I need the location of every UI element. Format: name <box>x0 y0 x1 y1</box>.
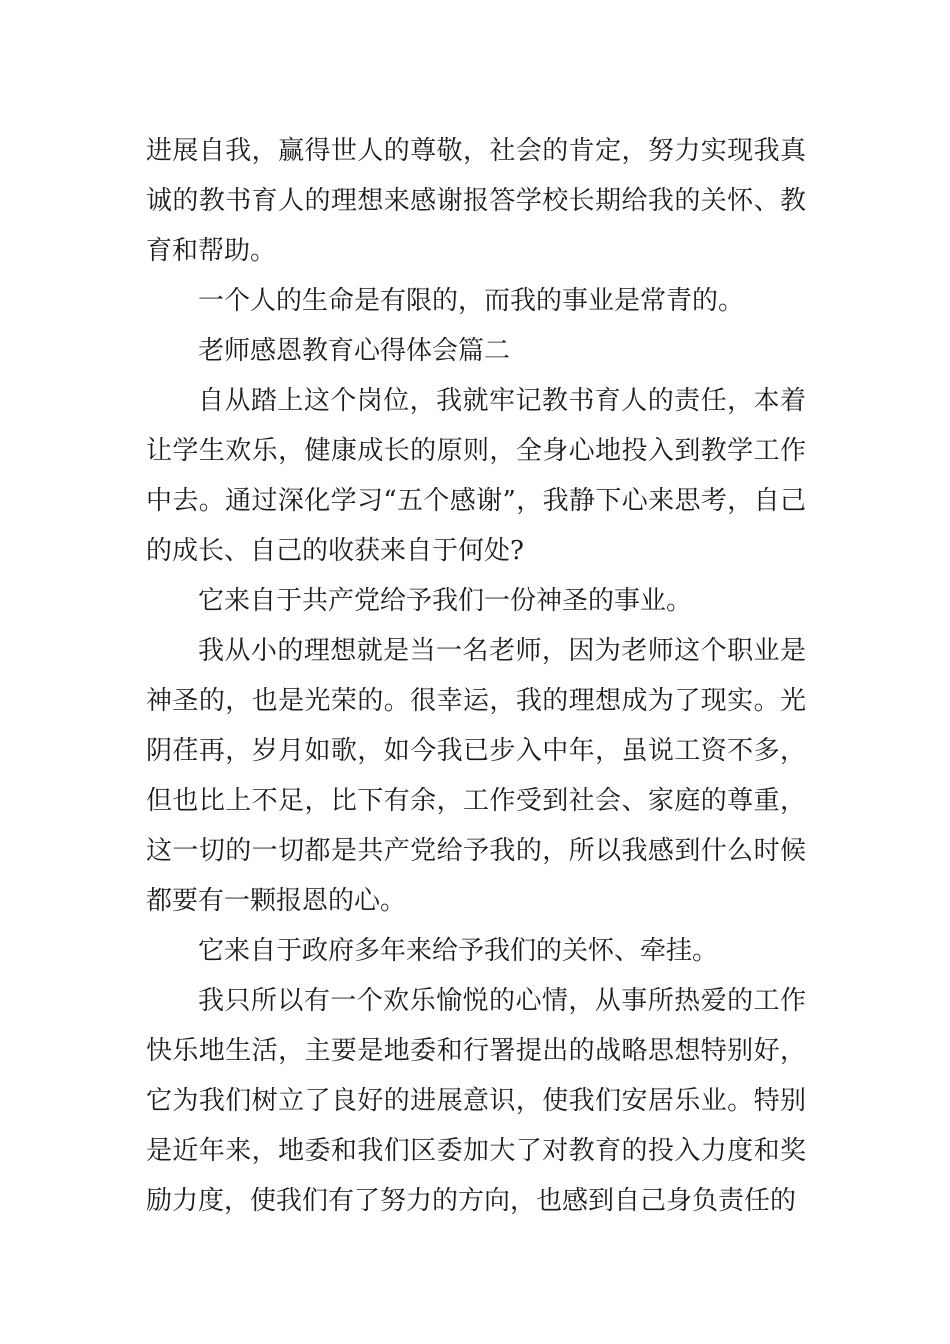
paragraph: 我只所以有一个欢乐愉悦的心情，从事所热爱的工作快乐地生活，主要是地委和行署提出的战略思想特别好，它为我们树立了良好的进展意识，使我们安居乐业。特别是近年来，地委和我们区委加大了对教育的投入力度和奖励力度，使我们有了努力的方向，也感到自己身负责任的 <box>146 986 806 1216</box>
paragraph-continuation: 进展自我，赢得世人的尊敬，社会的肯定，努力实现我真诚的教书育人的理想来感谢报答学校长期给我的关怀、教育和帮助。 <box>146 136 806 266</box>
paragraph: 它来自于政府多年来给予我们的关怀、牵挂。 <box>198 936 719 966</box>
document-body <box>146 126 806 1226</box>
paragraph: 自从踏上这个岗位，我就牢记教书育人的责任，本着让学生欢乐，健康成长的原则，全身心地投入到教学工作中去。通过深化学习“五个感谢”，我静下心来思考，自己的成长、自己的收获来自于何处? <box>146 386 806 566</box>
paragraph: 我从小的理想就是当一名老师，因为老师这个职业是神圣的，也是光荣的。很幸运，我的理想成为了现实。光阴荏再，岁月如歌，如今我已步入中年，虽说工资不多，但也比上不足，比下有余，工作受到社会、家庭的尊重，这一切的一切都是共产党给予我的，所以我感到什么时候都要有一颗报恩的心。 <box>146 636 806 916</box>
paragraph: 一个人的生命是有限的，而我的事业是常青的。 <box>198 286 745 316</box>
section-heading: 老师感恩教育心得体会篇二 <box>198 336 511 366</box>
paragraph: 它来自于共产党给予我们一份神圣的事业。 <box>198 586 693 616</box>
